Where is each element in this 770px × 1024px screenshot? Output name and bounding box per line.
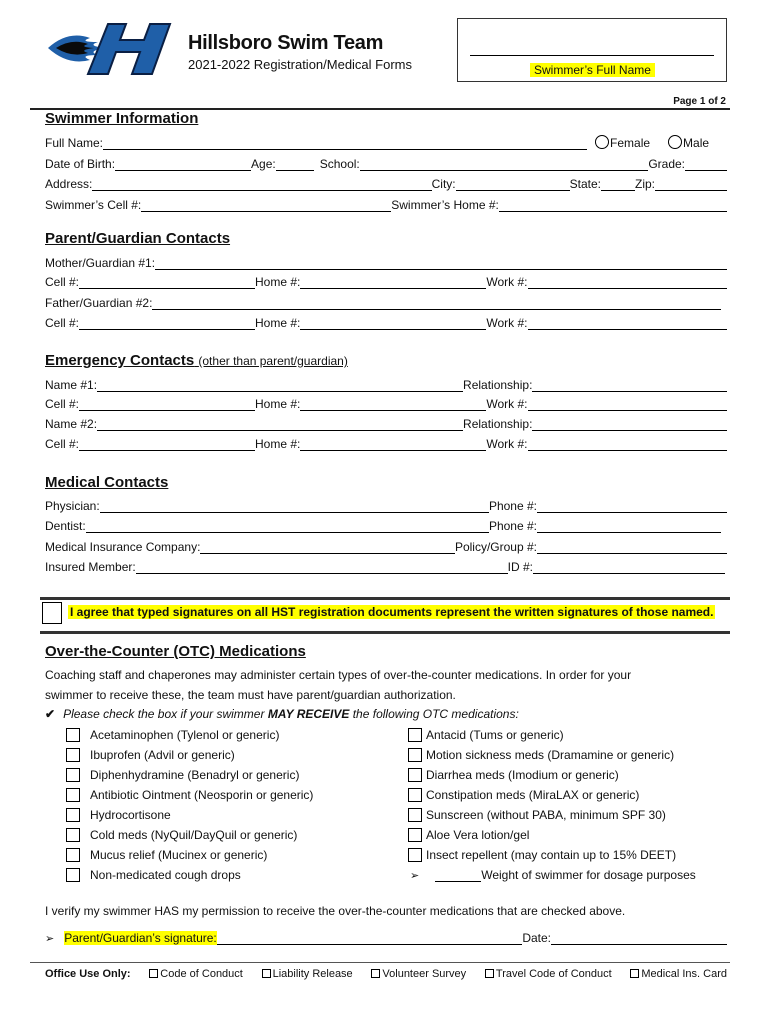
otc-item-label: Motion sickness meds (Dramamine or generic) [426,748,675,762]
otc-left-item[interactable] [66,728,279,742]
zip-field[interactable] [655,178,727,191]
otc-item-label: Aloe Vera lotion/gel [426,828,530,842]
id-label: ID #: [507,560,533,574]
otc-item-label: Non-medicated cough drops [90,868,241,882]
mother-home-field[interactable] [300,276,486,289]
mother-work-label: Work #: [486,275,528,289]
otc-paragraph-line2: swimmer to receive these, the team must have parent/guardian authorization. [45,688,456,702]
emergency2-row [45,415,727,431]
otc-checkbox[interactable] [408,768,422,782]
office-use-item[interactable] [630,968,727,980]
emergency2-home-label: Home #: [255,437,301,451]
emergency1-cell-label: Cell #: [45,397,80,411]
otc-left-item[interactable] [66,808,171,822]
father-cell-label: Cell #: [45,316,80,330]
emergency-subheading: (other than parent/guardian) [198,354,348,368]
female-radio[interactable] [595,135,609,149]
father-row [45,294,721,310]
physician-label: Physician: [45,499,100,513]
otc-item-label: Insect repellent (may contain up to 15% DEET) [426,848,677,862]
verify-statement: I verify my swimmer HAS my permission to receive the over-the-counter medications that are checked above. [45,904,626,918]
school-field[interactable] [360,158,649,171]
mother-work-field[interactable] [528,276,728,289]
office-use-item[interactable] [149,968,243,980]
mother-cell-label: Cell #: [45,275,80,289]
mother-home-label: Home #: [255,275,301,289]
otc-checkbox[interactable] [66,748,80,762]
otc-checkbox[interactable] [66,768,80,782]
otc-checkbox[interactable] [66,868,80,882]
emergency2-relationship-label: Relationship: [463,417,533,431]
emergency1-relationship-label: Relationship: [463,378,533,392]
age-field[interactable] [276,158,314,171]
emergency2-name-label: Name #2: [45,417,98,431]
state-label: State: [569,177,601,191]
otc-item-label: Diphenhydramine (Benadryl or generic) [90,768,300,782]
emergency1-phone-row [45,395,727,411]
otc-checkbox[interactable] [66,788,80,802]
swimmer-cell-label: Swimmer’s Cell #: [45,198,142,212]
office-checkbox[interactable] [149,969,158,978]
father-cell-field[interactable] [79,317,255,330]
father-home-field[interactable] [300,317,486,330]
emergency1-home-label: Home #: [255,397,301,411]
otc-item-label: Constipation meds (MiraLAX or generic) [426,788,640,802]
office-use-item[interactable] [262,968,353,980]
physician-row [45,497,727,513]
otc-item-label: Ibuprofen (Advil or generic) [90,748,235,762]
otc-item-label: Sunscreen (without PABA, minimum SPF 30) [426,808,666,822]
emergency1-home-field[interactable] [300,398,486,411]
office-checkbox[interactable] [485,969,494,978]
mother-phone-row [45,273,727,289]
weight-label: Weight of swimmer for dosage purposes [481,868,696,882]
swimmer-name-label: Swimmer’s Full Name [530,63,655,77]
agreement-checkbox[interactable] [42,602,62,624]
father-phone-row [45,314,727,330]
otc-item-label: Acetaminophen (Tylenol or generic) [90,728,280,742]
father-work-label: Work #: [486,316,528,330]
male-label: Male [683,136,710,150]
school-label: School: [319,157,360,171]
city-field[interactable] [456,178,570,191]
office-item-label: Code of Conduct [160,968,243,980]
swimmer-home-field[interactable] [499,199,727,212]
male-option[interactable] [668,135,709,150]
signature-field[interactable] [217,932,523,945]
emergency-contacts-heading: Emergency Contacts (other than parent/guardian) [45,352,348,369]
office-item-label: Liability Release [272,968,353,980]
emergency2-cell-field[interactable] [79,438,255,451]
otc-instruction-post: the following OTC medications: [349,707,519,721]
emergency2-home-field[interactable] [300,438,486,451]
policy-field[interactable] [537,541,727,554]
date-field[interactable] [551,932,727,945]
dob-row [45,155,727,171]
medical-contacts-heading: Medical Contacts [45,474,169,491]
otc-right-item[interactable] [408,748,674,762]
swimmer-name-line[interactable] [470,55,714,56]
signature-label: Parent/Guardian’s signature: [64,931,217,945]
weight-field[interactable] [435,869,481,882]
emergency1-relationship-field[interactable] [532,379,727,392]
otc-right-item[interactable] [408,788,639,802]
swimmer-home-label: Swimmer’s Home #: [391,198,499,212]
divider [30,962,730,963]
emergency2-phone-row [45,435,727,451]
divider [40,597,730,600]
office-use-footer [45,968,727,980]
emergency2-work-label: Work #: [486,437,528,451]
otc-heading: Over-the-Counter (OTC) Medications [45,643,306,660]
mother-label: Mother/Guardian #1: [45,256,156,270]
dob-label: Date of Birth: [45,157,116,171]
emergency1-cell-field[interactable] [79,398,255,411]
page-number: Page 1 of 2 [673,96,726,107]
otc-checkbox[interactable] [66,828,80,842]
emergency2-work-field[interactable] [528,438,728,451]
otc-item-label: Hydrocortisone [90,808,171,822]
otc-instruction [45,707,519,721]
otc-checkbox[interactable] [408,748,422,762]
office-use-item[interactable] [485,968,612,980]
mother-cell-field[interactable] [79,276,255,289]
insurance-field[interactable] [200,541,455,554]
office-checkbox[interactable] [262,969,271,978]
swimmer-cell-field[interactable] [141,199,391,212]
page-title: Hillsboro Swim Team [188,32,384,54]
otc-checkbox[interactable] [66,728,80,742]
mother-field[interactable] [155,257,727,270]
signature-row [45,929,727,945]
otc-checkbox[interactable] [66,808,80,822]
physician-field[interactable] [100,500,489,513]
mother-row [45,254,727,270]
address-label: Address: [45,177,93,191]
otc-item-label: Cold meds (NyQuil/DayQuil or generic) [90,828,298,842]
otc-right-item[interactable] [408,808,666,822]
emergency1-work-field[interactable] [528,398,728,411]
insured-label: Insured Member: [45,560,136,574]
office-checkbox[interactable] [630,969,639,978]
city-label: City: [431,177,456,191]
father-field[interactable] [152,297,721,310]
date-label: Date: [522,931,551,945]
office-item-label: Travel Code of Conduct [495,968,612,980]
id-field[interactable] [533,561,725,574]
insurance-label: Medical Insurance Company: [45,540,201,554]
otc-paragraph-line1: Coaching staff and chaperones may administer certain types of over-the-counter medications. In order for your [45,668,632,682]
emergency2-name-field[interactable] [97,418,463,431]
otc-instruction-pre: Please check the box if your swimmer [63,707,268,721]
physician-phone-field[interactable] [537,500,727,513]
otc-item-label: Mucus relief (Mucinex or generic) [90,848,268,862]
insurance-row [45,538,727,554]
otc-left-item[interactable] [66,848,267,862]
arrow-bullet-icon: ➢ [410,869,420,882]
office-use-label: Office Use Only: [45,968,131,980]
address-field[interactable] [92,178,431,191]
dentist-label: Dentist: [45,519,86,533]
divider [40,631,730,634]
otc-checkbox[interactable] [408,848,422,862]
checkmark-icon: ✔ [45,707,56,721]
weight-row [410,868,696,882]
swimmer-name-box[interactable] [457,18,727,82]
dentist-row [45,517,721,533]
emergency1-work-label: Work #: [486,397,528,411]
father-label: Father/Guardian #2: [45,296,153,310]
emergency1-name-label: Name #1: [45,378,98,392]
arrow-bullet-icon: ➢ [45,933,55,945]
otc-item-label: Diarrhea meds (Imodium or generic) [426,768,619,782]
agreement-text: I agree that typed signatures on all HST registration documents represent the written signatures of those named. [70,605,714,619]
swimmer-phone-row [45,196,727,212]
emergency1-row [45,376,727,392]
otc-checkbox[interactable] [408,828,422,842]
male-radio[interactable] [668,135,682,149]
full-name-row [45,134,727,150]
insured-row [45,558,725,574]
otc-left-item[interactable] [66,868,241,882]
office-use-item[interactable] [371,968,466,980]
zip-label: Zip: [634,177,655,191]
otc-instruction-bold: MAY RECEIVE [267,707,350,721]
address-row [45,175,727,191]
physician-phone-label: Phone #: [488,499,537,513]
age-label: Age: [251,157,276,171]
dentist-phone-field[interactable] [537,520,721,533]
parent-contacts-heading: Parent/Guardian Contacts [45,230,231,247]
dentist-field[interactable] [86,520,489,533]
grade-field[interactable] [685,158,727,171]
otc-checkbox[interactable] [408,808,422,822]
dentist-phone-label: Phone #: [488,519,537,533]
female-label: Female [610,136,651,150]
otc-checkbox[interactable] [408,728,422,742]
emergency2-relationship-field[interactable] [532,418,727,431]
office-checkbox[interactable] [371,969,380,978]
father-work-field[interactable] [528,317,728,330]
otc-item-label: Antibiotic Ointment (Neosporin or generic) [90,788,314,802]
grade-label: Grade: [648,157,685,171]
form-subtitle: 2021-2022 Registration/Medical Forms [188,57,412,72]
emergency2-cell-label: Cell #: [45,437,80,451]
otc-right-item[interactable] [408,728,564,742]
otc-checkbox[interactable] [66,848,80,862]
hillsboro-h-logo [48,18,178,78]
swimmer-info-heading: Swimmer Information [45,110,199,127]
otc-right-item[interactable] [408,828,529,842]
dob-field[interactable] [115,158,251,171]
father-home-label: Home #: [255,316,301,330]
otc-left-item[interactable] [66,748,235,762]
office-item-label: Medical Ins. Card [641,968,727,980]
otc-checkbox[interactable] [408,788,422,802]
full-name-field[interactable] [103,137,587,150]
state-field[interactable] [601,178,635,191]
otc-left-item[interactable] [66,768,299,782]
policy-label: Policy/Group #: [454,540,537,554]
female-option[interactable] [595,135,650,150]
otc-left-item[interactable] [66,788,313,802]
otc-right-item[interactable] [408,768,619,782]
insured-field[interactable] [136,561,508,574]
otc-right-item[interactable] [408,848,676,862]
otc-item-label: Antacid (Tums or generic) [426,728,564,742]
emergency1-name-field[interactable] [97,379,463,392]
office-item-label: Volunteer Survey [382,968,467,980]
otc-left-item[interactable] [66,828,297,842]
full-name-label: Full Name: [45,136,104,150]
